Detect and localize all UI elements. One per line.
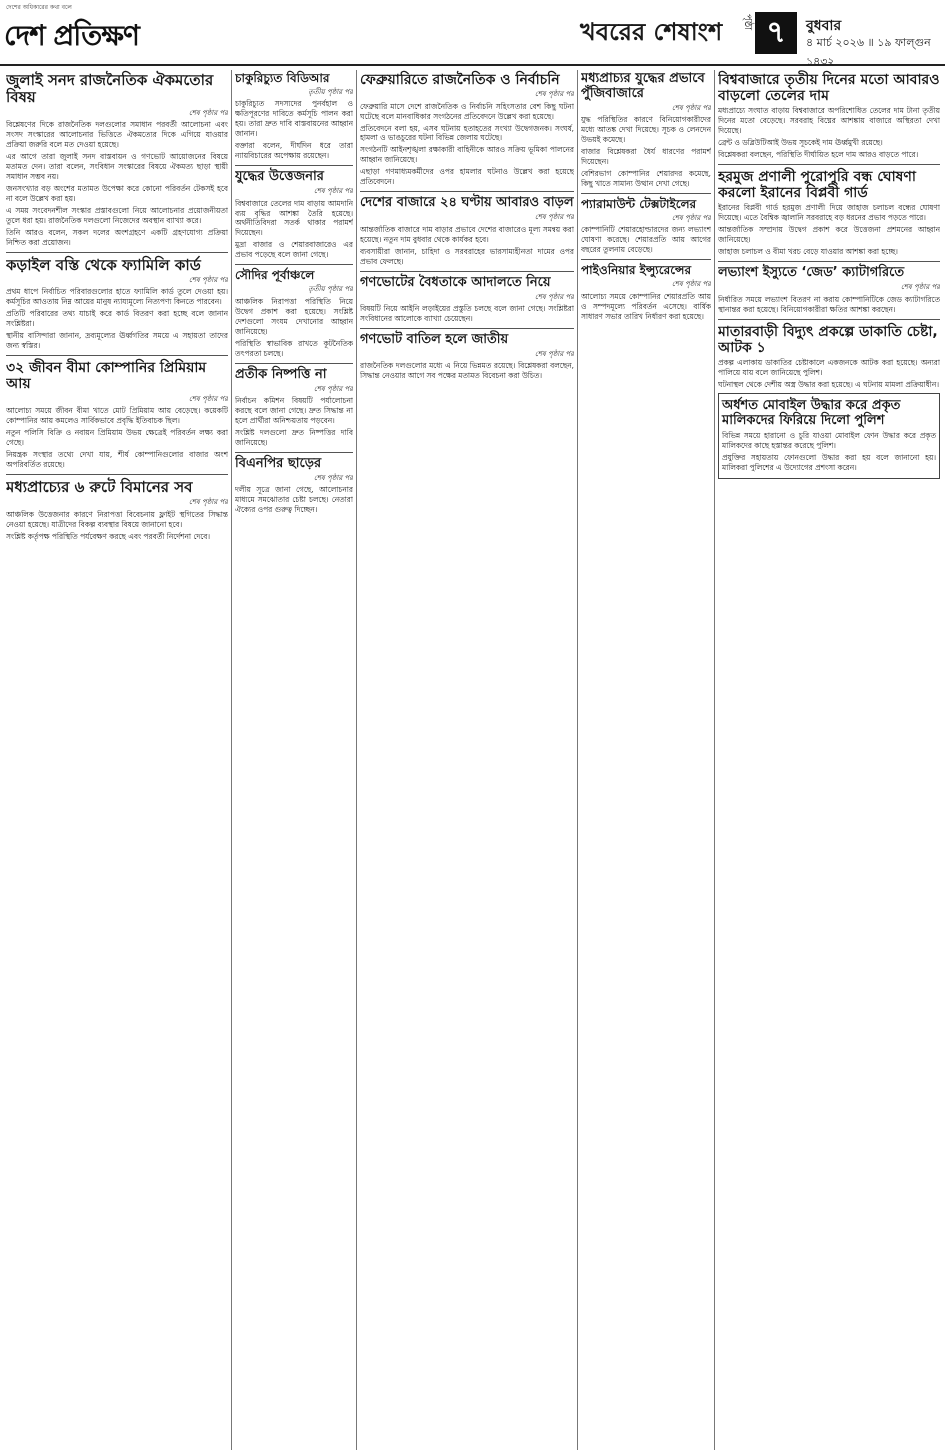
paragraph: স্থানীয় বাসিন্দারা জানান, দ্রব্যমূল্যের ঊর্ধ্বগতির সময়ে এ সহায়তা তাদের জন্য স্বস্তির। <box>6 331 228 351</box>
paragraph: বিশ্লেষণের দিকে রাজনৈতিক দলগুলোর সমাধান পরবর্তী আলোচনা এবং সংসদ সংস্কারের আলোচনার ভিত্তিতে ঐকমত্যের দিকে এগিয়ে যাওয়ার প্রক্রিয়া জরুরি বলে মত দেওয়া হয়েছে। <box>6 119 228 149</box>
article-title: গণভোটের বৈধতাকে আদালতে নিয়ে <box>360 274 551 290</box>
byline: শেষ পৃষ্ঠার পর <box>671 103 711 112</box>
paragraph: জনসংখ্যার বড় অংশের মতামত উপেক্ষা করে কোনো পরিবর্তন টেকসই হবে না বলে উল্লেখ করা হয়। <box>6 183 228 203</box>
paragraph: আঞ্চলিক নিরাপত্তা পরিস্থিতি নিয়ে উদ্বেগ প্রকাশ করা হয়েছে। সংশ্লিষ্ট দেশগুলো সংযম দেখানোর আহ্বান জানিয়েছে। <box>235 296 353 336</box>
paragraph: বেশিরভাগ কোম্পানির শেয়ারদর কমেছে, কিছু খাতে সামান্য উত্থান দেখা গেছে। <box>581 169 711 189</box>
article-title: মধ্যপ্রাচ্যের ৬ রুটে বিমানের সব <box>6 477 193 496</box>
article-title: দেশের বাজারে ২৪ ঘণ্টায় আবারও বাড়ল <box>360 195 574 211</box>
paragraph: কোম্পানিটি শেয়ারহোল্ডারদের জন্য লভ্যাংশ ঘোষণা করেছে। শেয়ারপ্রতি আয় আগের বছরের তুলনায় বেড়েছে। <box>581 225 711 255</box>
byline: শেষ পৃষ্ঠার পর <box>313 473 353 482</box>
byline: শেষ পৃষ্ঠার পর <box>188 276 228 284</box>
paragraph: ব্রেন্ট ও ডব্লিউটিআই উভয় সূচকেই দাম ঊর্ধ্বমুখী রয়েছে। <box>718 138 883 148</box>
article-title: প্রতীক নিষ্পত্তি না <box>235 366 327 382</box>
byline: শেষ পৃষ্ঠার পর <box>671 280 711 289</box>
article-title: অর্ধশত মোবাইল উদ্ধার করে প্রকৃত মালিকদের ফিরিয়ে দিলো পুলিশ <box>722 397 901 428</box>
paragraph: বিষয়টি নিয়ে আইনি লড়াইয়ের প্রস্তুতি চলছে বলে জানা গেছে। সংশ্লিষ্টরা সংবিধানের আলোকে ব্যাখ্যা চেয়েছেন। <box>360 304 574 324</box>
byline: শেষ পৃষ্ঠার পর <box>188 498 228 507</box>
byline: শেষ পৃষ্ঠার পর <box>534 292 574 301</box>
column-3 <box>360 70 574 1446</box>
paragraph: আন্তর্জাতিক বাজারে দাম বাড়ার প্রভাবে দেশের বাজারেও মূল্য সমন্বয় করা হয়েছে। নতুন দাম বুধবার থেকে কার্যকর হবে। <box>360 224 574 244</box>
page-number: ৭ <box>755 12 797 54</box>
byline: তৃতীয় পৃষ্ঠার পর <box>308 285 353 294</box>
column-5 <box>718 70 940 1446</box>
paragraph: প্রতিবেদনে বলা হয়, এসব ঘটনায় হতাহতের সংখ্যা উদ্বেগজনক। সংঘর্ষ, হামলা ও ভাঙচুরের ঘটনা বিভিন্ন জেলায় ঘটেছে। <box>360 123 574 143</box>
paragraph: ব্যবসায়ীরা জানান, চাহিদা ও সরবরাহের ভারসাম্যহীনতা দামের ওপর প্রভাব ফেলছে। <box>360 246 574 266</box>
tagline: দেশের অধিকারের কথা বলে <box>6 4 72 11</box>
article-title: ৩২ জীবন বীমা কোম্পানির প্রিমিয়াম আয় <box>6 360 207 393</box>
article-title: ফেব্রুয়ারিতে রাজনৈতিক ও নির্বাচনি <box>360 72 560 88</box>
paragraph: আলোচ্য সময়ে জীবন বীমা খাতে মোট প্রিমিয়াম আয় বেড়েছে। কয়েকটি কোম্পানির আয় কমলেও সার্বিকভাবে প্রবৃদ্ধি ইতিবাচক ছিল। <box>6 405 228 425</box>
article-title: বিশ্ববাজারে তৃতীয় দিনের মতো আবারও বাড়লো তেলের দাম <box>718 72 940 105</box>
boxed-article <box>718 393 940 479</box>
byline: শেষ পৃষ্ঠার পর <box>671 214 711 222</box>
byline: তৃতীয় পৃষ্ঠার পর <box>308 87 353 96</box>
issue-day: বুধবার <box>806 18 842 34</box>
column-4 <box>581 70 711 1446</box>
paragraph: যুদ্ধ পরিস্থিতির কারণে বিনিয়োগকারীদের মধ্যে আতঙ্ক দেখা দিয়েছে। সূচক ও লেনদেন উভয়ই কমেছে। <box>581 115 711 145</box>
article-title: হরমুজ প্রণালী পুরোপুরি বন্ধ ঘোষণা করলো ইরানের বিপ্লবী গার্ড <box>718 169 916 202</box>
paragraph: মধ্যপ্রাচ্যে সংঘাত বাড়ায় বিশ্ববাজারে অপরিশোধিত তেলের দাম টানা তৃতীয় দিনের মতো বেড়েছে। সরবরাহ বিঘ্নের আশঙ্কায় বাজারে অস্থিরতা দেখা দিয়েছে। <box>718 106 940 136</box>
paragraph: প্রযুক্তির সহায়তায় ফোনগুলো উদ্ধার করা হয় বলে জানানো হয়। মালিকরা পুলিশের এ উদ্যোগের প্রশংসা করেন। <box>722 452 936 472</box>
paragraph: পরিস্থিতি স্বাভাবিক রাখতে কূটনৈতিক তৎপরতা চলছে। <box>235 338 353 358</box>
paragraph: ঘটনাস্থল থেকে দেশীয় অস্ত্র উদ্ধার করা হয়েছে। এ ঘটনায় মামলা প্রক্রিয়াধীন। <box>718 379 939 389</box>
paragraph: আঞ্চলিক উত্তেজনার কারণে নিরাপত্তা বিবেচনায় ফ্লাইট স্থগিতের সিদ্ধান্ত নেওয়া হয়েছে। যাত্রীদের বিকল্প ব্যবস্থার বিষয়ে জানানো হবে। <box>6 509 228 529</box>
article-title: বিএনপির ছাড়ের <box>235 455 322 471</box>
article-title: প্যারামাউন্ট টেক্সটাইলের <box>581 197 697 212</box>
byline: শেষ পৃষ্ঠার পর <box>188 108 228 117</box>
paragraph: মুদ্রা বাজার ও শেয়ারবাজারেও এর প্রভাব পড়েছে বলে জানা গেছে। <box>235 240 353 260</box>
paragraph: প্রতিটি পরিবারের তথ্য যাচাই করে কার্ড বিতরণ করা হচ্ছে বলে জানান সংশ্লিষ্টরা। <box>6 309 228 329</box>
article-title: যুদ্ধের উত্তেজনার <box>235 169 324 185</box>
column-2 <box>235 70 353 1446</box>
page-header <box>570 8 942 68</box>
paragraph: নির্ধারিত সময়ে লভ্যাংশ বিতরণ না করায় কোম্পানিটিকে জেড ক্যাটাগরিতে স্থানান্তর করা হয়েছে। বিনিয়োগকারীরা ক্ষতির আশঙ্কা করছেন। <box>718 294 940 314</box>
paragraph: সংগঠনটি আইনশৃঙ্খলা রক্ষাকারী বাহিনীকে আরও সক্রিয় ভূমিকা পালনের আহ্বান জানিয়েছে। <box>360 145 574 165</box>
paragraph: প্রথম ধাপে নির্বাচিত পরিবারগুলোর হাতে ফ্যামিলি কার্ড তুলে দেওয়া হয়। কর্মসূচির আওতায় নিম্ন আয়ের মানুষ ন্যায্যমূল্যে নিত্যপণ্য কিনতে পারবেন। <box>6 287 228 307</box>
article-title: গণভোট বাতিল হলে জাতীয় <box>360 332 509 348</box>
paragraph: আলোচ্য সময়ে কোম্পানির শেয়ারপ্রতি আয় ও সম্পদমূল্যে পরিবর্তন এসেছে। বার্ষিক সাধারণ সভার তারিখ নির্ধারণ করা হয়েছে। <box>581 291 711 321</box>
article-title: মাতারবাড়ী বিদ্যুৎ প্রকল্পে ডাকাতি চেষ্টা, আটক ১ <box>718 323 938 356</box>
paragraph: আন্তর্জাতিক সম্প্রদায় উদ্বেগ প্রকাশ করে উত্তেজনা প্রশমনের আহ্বান জানিয়েছে। <box>718 225 940 245</box>
paragraph: বিভিন্ন সময়ে হারানো ও চুরি যাওয়া মোবাইল ফোন উদ্ধার করে প্রকৃত মালিকদের কাছে হস্তান্তর করেছে পুলিশ। <box>722 430 936 450</box>
paragraph: বিশ্ববাজারে তেলের দাম বাড়ায় আমদানি ব্যয় বৃদ্ধির আশঙ্কা তৈরি হয়েছে। অর্থনীতিবিদরা সতর্ক থাকার পরামর্শ দিয়েছেন। <box>235 198 353 238</box>
paragraph: রাজনৈতিক দলগুলোর মধ্যে এ নিয়ে ভিন্নমত রয়েছে। বিশ্লেষকরা বলছেন, সিদ্ধান্ত নেওয়ার আগে সব পক্ষের মতামত বিবেচনা করা উচিত। <box>360 361 574 381</box>
paragraph: এ সময় সংবেদনশীল সংস্কার প্রস্তাবগুলো নিয়ে আলোচনার প্রয়োজনীয়তা তুলে ধরা হয়। রাজনৈতিক দলগুলো নিজেদের অবস্থান ব্যাখ্যা করে। <box>6 205 228 225</box>
paragraph: দলীয় সূত্রে জানা গেছে, আলোচনার মাধ্যমে সমঝোতার চেষ্টা চলছে। নেতারা ঐক্যের ওপর গুরুত্ব দিচ্ছেন। <box>235 485 353 515</box>
paragraph: জাহাজ চলাচল ও বীমা খরচ বেড়ে যাওয়ার আশঙ্কা করা হচ্ছে। <box>718 247 898 257</box>
paragraph: সংশ্লিষ্ট দলগুলো দ্রুত নিষ্পত্তির দাবি জানিয়েছে। <box>235 427 353 447</box>
article-title: চাকুরিচ্যুত বিডিআর <box>235 71 330 85</box>
byline: শেষ পৃষ্ঠার পর <box>534 90 574 99</box>
byline: শেষ পৃষ্ঠার পর <box>313 384 353 393</box>
paragraph: নিয়ন্ত্রক সংস্থার তথ্যে দেখা যায়, শীর্ষ কোম্পানিগুলোর বাজার অংশ অপরিবর্তিত রয়েছে। <box>6 449 228 469</box>
byline: শেষ পৃষ্ঠার পর <box>900 283 940 292</box>
paragraph: বক্তারা বলেন, দীর্ঘদিন ধরে তারা ন্যায়বিচারের অপেক্ষায় রয়েছেন। <box>235 141 353 161</box>
byline: শেষ পৃষ্ঠার পর <box>534 213 574 222</box>
newspaper-logo: দেশ প্রতিক্ষণ <box>4 19 139 52</box>
paragraph: প্রকল্প এলাকায় ডাকাতির চেষ্টাকালে একজনকে আটক করা হয়েছে। অন্যরা পালিয়ে যায় বলে জানিয়েছে পুলিশ। <box>718 357 940 377</box>
paragraph: নতুন পলিসি বিক্রি ও নবায়ন প্রিমিয়াম উভয় ক্ষেত্রেই পরিবর্তন লক্ষ্য করা গেছে। <box>6 427 228 447</box>
article-title: জুলাই সনদ রাজনৈতিক ঐকমতোর বিষয় <box>6 71 214 107</box>
byline: শেষ পৃষ্ঠার পর <box>534 350 574 358</box>
article-title: লভ্যাংশ ইস্যুতে ‘জেড’ ক্যাটাগরিতে <box>718 265 905 281</box>
paragraph: নির্বাচন কমিশন বিষয়টি পর্যালোচনা করছে বলে জানা গেছে। দ্রুত সিদ্ধান্ত না হলে প্রার্থীরা অনিশ্চয়তায় পড়বেন। <box>235 395 353 425</box>
section-title: খবরের শেষাংশ <box>580 18 723 46</box>
paragraph: এছাড়া গণমাধ্যমকর্মীদের ওপর হামলার ঘটনাও উল্লেখ করা হয়েছে প্রতিবেদনে। <box>360 167 574 187</box>
article-title: মধ্যপ্রাচ্যর যুদ্ধের প্রভাবে পুঁজিবাজারে <box>581 71 705 101</box>
paragraph: ইরানের বিপ্লবী গার্ড হরমুজ প্রণালী দিয়ে জাহাজ চলাচল বন্ধের ঘোষণা দিয়েছে। এতে বৈশ্বিক জ্বালানি সরবরাহে বড় ধরনের প্রভাব পড়তে পারে। <box>718 203 940 223</box>
paragraph: বাজার বিশ্লেষকরা ধৈর্য ধারণের পরামর্শ দিয়েছেন। <box>581 147 711 167</box>
paragraph: চাকুরিচ্যুত সদস্যদের পুনর্বহাল ও ক্ষতিপূরণের দাবিতে কর্মসূচি পালন করা হয়। তারা দ্রুত দাবি বাস্তবায়নের আহ্বান জানান। <box>235 99 353 139</box>
article-title: সৌদির পূর্বাঞ্চলে <box>235 268 315 283</box>
paragraph: ফেব্রুয়ারি মাসে দেশে রাজনৈতিক ও নির্বাচনি সহিংসতার বেশ কিছু ঘটনা ঘটেছে বলে মানবাধিকার সংগঠনের প্রতিবেদনে উল্লেখ করা হয়েছে। <box>360 101 574 121</box>
byline: শেষ পৃষ্ঠার পর <box>188 394 228 403</box>
paragraph: বিশ্লেষকরা বলছেন, পরিস্থিতি দীর্ঘায়িত হলে দাম আরও বাড়তে পারে। <box>718 150 919 160</box>
paragraph: সংশ্লিষ্ট কর্তৃপক্ষ পরিস্থিতি পর্যবেক্ষণ করছে এবং পরবর্তী নির্দেশনা দেবে। <box>6 531 210 541</box>
byline: শেষ পৃষ্ঠার পর <box>313 187 353 196</box>
column-1 <box>6 70 228 1446</box>
article-title: পাইওনিয়ার ইন্স্যুরেন্সের <box>581 263 692 278</box>
page-label: পৃষ্ঠা <box>742 14 753 31</box>
masthead <box>0 0 945 66</box>
article-title: কড়াইল বস্তি থেকে ফ্যামিলি কার্ড <box>6 255 201 274</box>
issue-date: ৪ মার্চ ২০২৬ ॥ ১৯ ফাল্গুন ১৪৩২ <box>806 36 931 68</box>
paragraph: এর আগে তারা জুলাই সনদ বাস্তবায়ন ও গণভোট আয়োজনের বিষয়ে মতামত দেন। তারা বলেন, সংবিধান সংস্কারের বিষয়ে ঐকমত্য ছাড়া স্থায়ী সমাধান সম্ভব নয়। <box>6 151 228 181</box>
paragraph: তিনি আরও বলেন, সকল দলের অংশগ্রহণে একটি গ্রহণযোগ্য প্রক্রিয়া নিশ্চিত করা প্রয়োজন। <box>6 227 228 247</box>
